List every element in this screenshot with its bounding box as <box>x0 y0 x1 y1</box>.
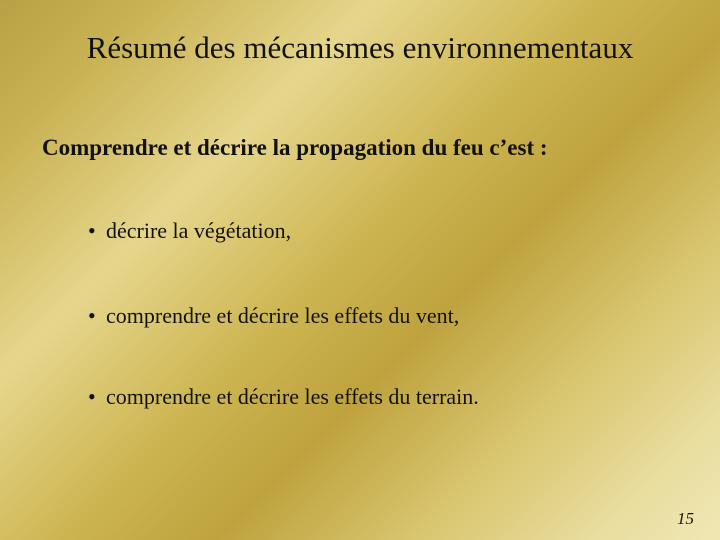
bullet-icon: • <box>88 384 96 409</box>
list-item <box>88 218 291 244</box>
page-number: 15 <box>677 509 694 528</box>
bullet-text: comprendre et décrire les effets du terrain. <box>106 384 479 409</box>
bullet-icon: • <box>88 303 96 328</box>
list-item <box>88 384 479 410</box>
bullet-icon: • <box>88 218 96 243</box>
slide-title: Résumé des mécanismes environnementaux <box>86 30 634 65</box>
list-item <box>88 303 459 329</box>
bullet-text: comprendre et décrire les effets du vent, <box>106 303 460 328</box>
intro-text: Comprendre et décrire la propagation du feu c’est : <box>42 135 548 160</box>
bullet-text: décrire la végétation, <box>106 218 292 243</box>
